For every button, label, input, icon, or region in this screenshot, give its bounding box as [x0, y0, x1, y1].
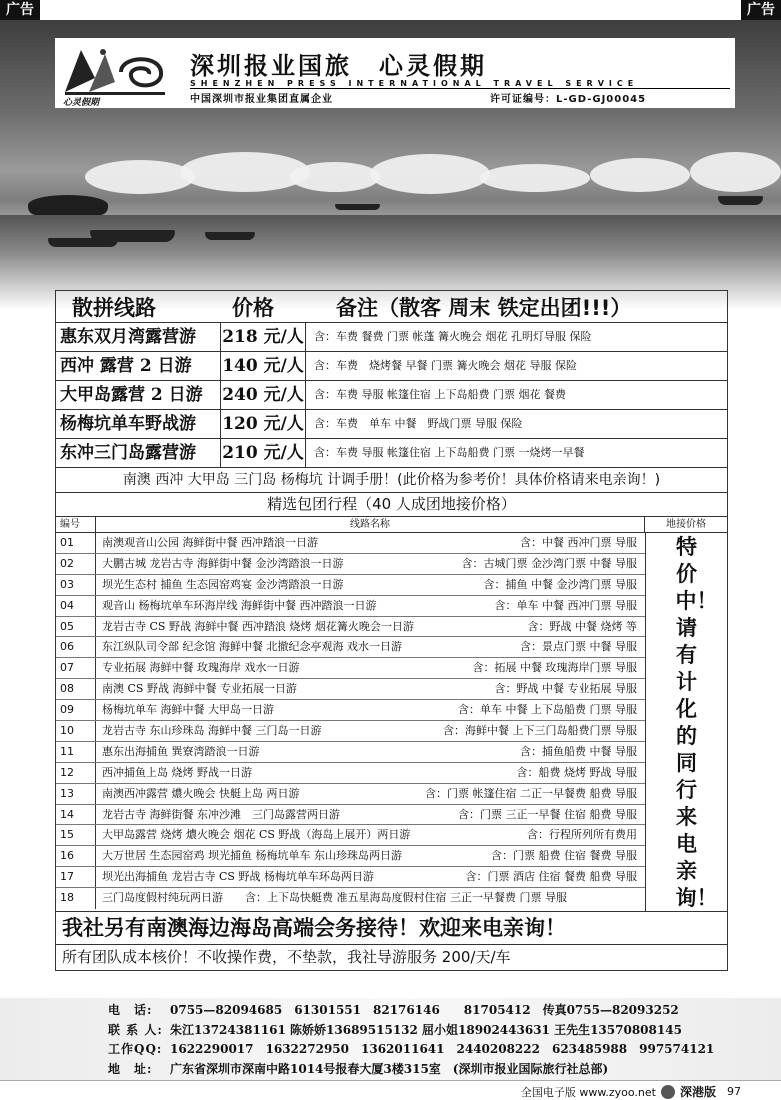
group-tour-row	[56, 825, 645, 846]
group-row-route: 大甲岛露营 烧烤 燶火晚会 烟花 CS 野战（海岛上展开）两日游	[102, 828, 411, 842]
group-row-inclusions: 含：门票 酒店 住宿 餐费 船费 导服	[465, 870, 637, 884]
route-price: 218 元/人	[221, 323, 306, 351]
contact-label: 联 系 人:	[108, 1022, 163, 1037]
promo-banner: 我社另有南澳海边海岛高端会务接待！欢迎来电亲询！	[56, 912, 727, 945]
group-tour-row	[56, 637, 645, 658]
contact-value: 1622290017 1632272950 1362011641 2440208222 623485988 997574121	[170, 1042, 715, 1056]
col-line-name-header: 线路名称	[96, 517, 645, 532]
company-subtitle: 中国深圳市报业集团直属企业	[190, 94, 333, 105]
col-note-header: 备注（散客 周末 铁定出团!!!）	[336, 295, 632, 320]
footer-edition: 深港版	[679, 1085, 716, 1099]
group-row-inclusions: 含：门票 帐篷住宿 二正一早餐费 船费 导服	[425, 786, 637, 800]
group-row-route: 坝光出海捕鱼 龙岩古寺 CS 野战 杨梅坑单车环岛两日游	[102, 870, 374, 884]
group-row-route: 龙岩古寺 东山珍珠岛 海鲜中餐 三门岛一日游	[102, 724, 322, 738]
group-row-content	[96, 867, 645, 887]
group-row-content	[96, 637, 645, 657]
group-table-header	[56, 517, 727, 533]
company-name: 深圳报业国旅 心灵假期	[190, 51, 487, 80]
group-row-route: 西冲捕鱼上岛 烧烤 野战一日游	[102, 765, 252, 779]
group-row-content	[96, 554, 645, 574]
contact-value: 朱江13724381161 陈娇娇13689515132 屈小姐18902443631 王先生13570808145	[170, 1022, 682, 1037]
group-row-route: 南澳西冲露营 燶火晚会 快艇上岛 两日游	[102, 786, 300, 800]
group-tour-row	[56, 554, 645, 575]
route-price: 120 元/人	[221, 410, 306, 438]
group-tour-row	[56, 575, 645, 596]
group-row-inclusions: 含：拓展 中餐 玫瑰海岸门票 导服	[472, 661, 637, 675]
ad-tag-right: 广告	[741, 0, 781, 20]
ad-tag-left: 广告	[0, 0, 40, 20]
scatter-route-row	[56, 410, 727, 439]
scatter-route-row	[56, 381, 727, 410]
group-row-content	[96, 825, 645, 845]
col-price-header: 价格	[232, 295, 274, 320]
route-note: 含：车费 单车 中餐 野战门票 导服 保险	[314, 417, 523, 430]
group-tour-row	[56, 784, 645, 805]
group-row-content	[96, 721, 645, 741]
price-note-vertical: 特价中！请有计化的同行来电亲询！	[675, 534, 718, 910]
license-number: 许可证编号：L-GD-GJ00045	[490, 94, 647, 105]
group-row-content	[96, 596, 645, 616]
group-row-number: 08	[56, 679, 96, 699]
group-row-inclusions: 含：古城门票 金沙湾门票 中餐 导服	[461, 556, 637, 570]
contact-label: 电 话:	[108, 1003, 153, 1017]
edition-badge-icon	[661, 1085, 675, 1099]
footer-divider	[0, 1080, 781, 1081]
logo-brand-small: 心灵假期	[63, 98, 100, 108]
group-row-number: 17	[56, 867, 96, 887]
itinerary-panel	[55, 290, 728, 971]
route-name: 西冲 露营 2 日游	[56, 352, 221, 380]
contact-value: 广东省深圳市深南中路1014号报春大厦3楼315室 (深圳市报业国际旅行社总部)	[170, 1061, 609, 1076]
group-row-inclusions: 含：捕鱼船费 中餐 导服	[520, 744, 637, 758]
group-row-number: 15	[56, 825, 96, 845]
group-row-content	[96, 700, 645, 720]
group-row-inclusions: 含：船费 烧烤 野战 导服	[516, 765, 637, 779]
group-tour-row	[56, 596, 645, 617]
group-row-inclusions: 含：行程所列所有费用	[527, 828, 637, 842]
contact-address	[108, 1060, 714, 1080]
contact-qq	[108, 1040, 714, 1060]
route-note: 含：车费 烧烤餐 早餐 门票 篝火晚会 烟花 导服 保险	[314, 359, 577, 372]
group-row-number: 12	[56, 763, 96, 783]
group-row-number: 07	[56, 658, 96, 678]
scatter-route-row	[56, 352, 727, 381]
group-tour-rows	[56, 533, 645, 911]
group-row-inclusions: 含：单车 中餐 西冲门票 导服	[494, 598, 637, 612]
group-tour-row	[56, 742, 645, 763]
group-row-content	[96, 888, 645, 909]
group-row-number: 14	[56, 805, 96, 825]
scatter-footnote: 南澳 西冲 大甲岛 三门岛 杨梅坑 计调手册！(此价格为参考价！具体价格请来电亲询！)	[56, 468, 727, 493]
group-row-route: 坝光生态村 捕鱼 生态园窑鸡宴 金沙湾踏浪一日游	[102, 577, 344, 591]
route-name: 惠东双月湾露营游	[56, 323, 221, 351]
group-row-route: 大鹏古城 龙岩古寺 海鲜街中餐 金沙湾踏浪一日游	[102, 556, 344, 570]
group-row-route: 龙岩古寺 海鲜街餐 东冲沙滩 三门岛露营两日游	[102, 807, 340, 821]
group-row-number: 05	[56, 617, 96, 637]
contact-label: 地 址:	[108, 1061, 153, 1076]
group-row-route: 龙岩古寺 CS 野战 海鲜中餐 西冲踏浪 烧烤 烟花篝火晚会一日游	[102, 619, 414, 633]
group-tour-row	[56, 846, 645, 867]
scatter-header	[56, 291, 727, 323]
group-row-route: 观音山 杨梅坑单车环海岸线 海鲜街中餐 西冲踏浪一日游	[102, 598, 377, 612]
group-tour-title: 精选包团行程（40 人成团地接价格）	[56, 493, 727, 517]
group-row-content	[96, 533, 645, 553]
group-row-number: 13	[56, 784, 96, 804]
group-row-inclusions: 含：捕鱼 中餐 金沙湾门票 导服	[483, 577, 637, 591]
group-row-number: 09	[56, 700, 96, 720]
route-note: 含：车费 餐费 门票 帐蓬 篝火晚会 烟花 孔明灯导服 保险	[314, 330, 592, 343]
group-tour-row	[56, 888, 645, 909]
route-price: 210 元/人	[221, 439, 306, 467]
route-price: 240 元/人	[221, 381, 306, 409]
contact-phone	[108, 1001, 714, 1021]
group-row-content	[96, 805, 645, 825]
group-row-route: 东江纵队司令部 纪念馆 海鲜中餐 北撤纪念亭观海 戏水一日游	[102, 640, 402, 654]
page-footer	[521, 1083, 741, 1100]
group-row-route: 大万世居 生态园窑鸡 坝光捕鱼 杨梅坑单车 东山珍珠岛两日游	[102, 849, 402, 863]
group-tour-row	[56, 679, 645, 700]
footer-site-link[interactable]: 全国电子版 www.zyoo.net	[520, 1085, 656, 1099]
group-row-content	[96, 784, 645, 804]
contact-persons	[108, 1021, 714, 1041]
contact-value: 0755—82094685 61301551 82176146 81705412 传真0755—82093252	[170, 1003, 679, 1017]
group-row-route: 杨梅坑单车 海鲜中餐 大甲岛一日游	[102, 703, 274, 717]
group-row-content	[96, 846, 645, 866]
route-name: 大甲岛露营 2 日游	[56, 381, 221, 409]
group-row-route: 三门岛度假村纯玩两日游 含：上下岛快艇费 准五星海岛度假村住宿 三正一早餐费 门票 导服	[102, 891, 567, 905]
group-row-number: 18	[56, 888, 96, 909]
group-tour-row	[56, 867, 645, 888]
group-row-content	[96, 679, 645, 699]
group-row-number: 01	[56, 533, 96, 553]
group-row-number: 03	[56, 575, 96, 595]
page-number: 97	[727, 1085, 741, 1098]
group-row-route: 惠东出海捕鱼 巽寮湾踏浪一日游	[102, 744, 260, 758]
group-tour-row	[56, 700, 645, 721]
contact-info	[108, 1001, 714, 1079]
col-route-header: 散拼线路	[72, 295, 156, 320]
group-row-content	[96, 617, 645, 637]
route-name: 杨梅坑单车野战游	[56, 410, 221, 438]
group-row-number: 11	[56, 742, 96, 762]
group-row-content	[96, 763, 645, 783]
group-tour-row	[56, 805, 645, 826]
contact-label: 工作QQ:	[108, 1042, 163, 1056]
route-price: 140 元/人	[221, 352, 306, 380]
group-row-number: 02	[56, 554, 96, 574]
col-local-price-header: 地接价格	[666, 519, 706, 530]
route-note: 含：车费 导服 帐篷住宿 上下岛船费 门票 一烧烤一早餐	[314, 446, 585, 459]
group-row-number: 06	[56, 637, 96, 657]
logo-divider	[190, 88, 730, 89]
group-row-number: 16	[56, 846, 96, 866]
group-row-number: 10	[56, 721, 96, 741]
group-tour-row	[56, 617, 645, 638]
group-tour-row	[56, 721, 645, 742]
group-tour-table	[56, 533, 727, 912]
company-english-name: SHENZHEN PRESS INTERNATIONAL TRAVEL SERVICE	[190, 79, 639, 88]
group-row-inclusions: 含：海鲜中餐 上下三门岛船费门票 导服	[443, 724, 637, 738]
route-note: 含：车费 导服 帐篷住宿 上下岛船费 门票 烟花 餐费	[314, 388, 566, 401]
group-row-content	[96, 658, 645, 678]
group-tour-row	[56, 658, 645, 679]
group-row-route: 专业拓展 海鲜中餐 玫瑰海岸 戏水一日游	[102, 661, 300, 675]
scatter-route-row	[56, 439, 727, 468]
group-row-inclusions: 含：野战 中餐 烧烤 等	[527, 619, 637, 633]
group-row-number: 04	[56, 596, 96, 616]
price-note-cell	[645, 533, 727, 911]
group-row-inclusions: 含：门票 三正一早餐 住宿 船费 导服	[458, 807, 637, 821]
group-row-content	[96, 575, 645, 595]
group-row-inclusions: 含：景点门票 中餐 导服	[520, 640, 637, 654]
scatter-route-row	[56, 323, 727, 352]
group-tour-row	[56, 533, 645, 554]
group-tour-row	[56, 763, 645, 784]
group-row-route: 南澳 CS 野战 海鲜中餐 专业拓展一日游	[102, 682, 297, 696]
group-row-inclusions: 含：中餐 西冲门票 导服	[520, 536, 637, 549]
company-logo-banner	[55, 38, 735, 108]
col-number-header: 编号	[56, 517, 96, 532]
group-row-inclusions: 含：门票 船费 住宿 餐费 导服	[491, 849, 637, 863]
policy-note: 所有团队成本核价！不收操作费，不垫款，我社导游服务 200/天/车	[56, 945, 727, 971]
group-row-inclusions: 含：野战 中餐 专业拓展 导服	[494, 682, 637, 696]
group-row-route: 南澳观音山公园 海鲜街中餐 西冲踏浪一日游	[102, 536, 318, 549]
group-row-content	[96, 742, 645, 762]
route-name: 东冲三门岛露营游	[56, 439, 221, 467]
group-row-inclusions: 含：单车 中餐 上下岛船费 门票 导服	[458, 703, 637, 717]
